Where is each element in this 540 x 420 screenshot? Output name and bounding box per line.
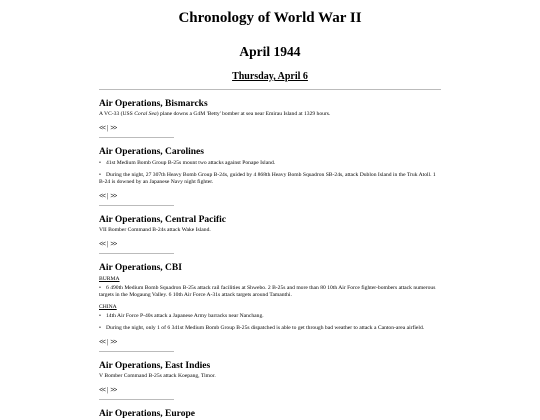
page: [99, 0, 441, 420]
bullet-icon: •: [99, 313, 101, 319]
section-text: [99, 111, 441, 118]
next-link[interactable]: >>: [110, 240, 117, 248]
prev-link[interactable]: <<: [99, 386, 105, 394]
list-item-text: During the night, only 1 of 6 341st Medium Bomb Group B-25s dispatched is able to get through bad weather to attack a Canton-area airfield.: [106, 325, 425, 331]
list-item: [99, 172, 441, 186]
section-carolines: [99, 147, 441, 206]
section-europe: [99, 409, 441, 420]
bullet-icon: •: [99, 285, 101, 291]
next-link[interactable]: >>: [110, 192, 117, 200]
day-title: Thursday, April 6: [232, 71, 308, 82]
list-item: [99, 313, 441, 320]
section-title: Air Operations, CBI: [99, 263, 182, 273]
section-title: Air Operations, Europe: [99, 409, 195, 419]
section-nav: [99, 124, 441, 133]
section-east-indies: [99, 361, 441, 400]
list-item-text: 6 490th Medium Bomb Squadron B-25s attack rail facilities at Shwebo. 2 B-25s and more than 80 10th Air Force fighter-bombers attack numerous targets in the Mogaung Valley. 6 10th Air Force A-31s attack targets around Tamanthi.: [99, 285, 436, 298]
section-divider: [99, 205, 174, 206]
header-divider: [99, 89, 441, 90]
section-text: VII Bomber Command B-24s attack Wake Island.: [99, 227, 211, 233]
list-item-text: 14th Air Force P-40s attack a Japanese Army barracks near Nanchang.: [106, 313, 264, 319]
section-title: Air Operations, Central Pacific: [99, 215, 226, 225]
section-divider: [99, 137, 174, 138]
section-bismarcks: [99, 99, 441, 138]
prev-link[interactable]: <<: [99, 124, 105, 132]
next-link[interactable]: >>: [110, 386, 117, 394]
text-part: ) plane downs a G4M 'Betty' bomber at sea near Emirau Island at 1329 hours.: [156, 111, 331, 117]
nav-separator: |: [106, 338, 109, 346]
bullet-icon: •: [99, 172, 101, 178]
region-label-china: CHINA: [99, 304, 117, 310]
region-label-burma: BURMA: [99, 276, 120, 282]
nav-separator: |: [106, 240, 109, 248]
section-cbi: [99, 263, 441, 352]
text-part: A VC-33 (USS: [99, 111, 135, 117]
section-title: Air Operations, Carolines: [99, 147, 204, 157]
list-item: [99, 285, 441, 299]
prev-link[interactable]: <<: [99, 240, 105, 248]
prev-link[interactable]: <<: [99, 338, 105, 346]
next-link[interactable]: >>: [110, 124, 117, 132]
section-nav: [99, 240, 441, 249]
section-title: Air Operations, East Indies: [99, 361, 211, 371]
section-central-pacific: [99, 215, 441, 254]
list-item-text: 41st Medium Bomb Group B-25s mount two attacks against Ponape Island.: [106, 160, 276, 166]
nav-separator: |: [106, 386, 109, 394]
bullet-icon: •: [99, 325, 101, 331]
list-item-text: During the night, 27 307th Heavy Bomb Group B-24s, guided by 4 868th Heavy Bomb Squadron SB-24s, attack Dublon Island in the Truk Atoll. 1 B-24 is downed by an Japanese Navy night fighter.: [99, 172, 436, 185]
next-link[interactable]: >>: [110, 338, 117, 346]
bullet-icon: •: [99, 160, 101, 166]
nav-separator: |: [106, 124, 109, 132]
list-item: [99, 325, 441, 332]
section-divider: [99, 253, 174, 254]
section-text: V Bomber Command B-25s attack Koepang, Timor.: [99, 373, 216, 379]
section-title: Air Operations, Bismarcks: [99, 99, 208, 109]
list-item: [99, 160, 441, 167]
section-nav: [99, 386, 441, 395]
month-title: April 1944: [239, 44, 301, 59]
prev-link[interactable]: <<: [99, 192, 105, 200]
ship-name: Coral Sea: [134, 111, 157, 117]
site-title: Chronology of World War II: [178, 10, 362, 26]
section-divider: [99, 351, 174, 352]
nav-separator: |: [106, 192, 109, 200]
section-nav: [99, 338, 441, 347]
section-nav: [99, 192, 441, 201]
section-divider: [99, 399, 174, 400]
